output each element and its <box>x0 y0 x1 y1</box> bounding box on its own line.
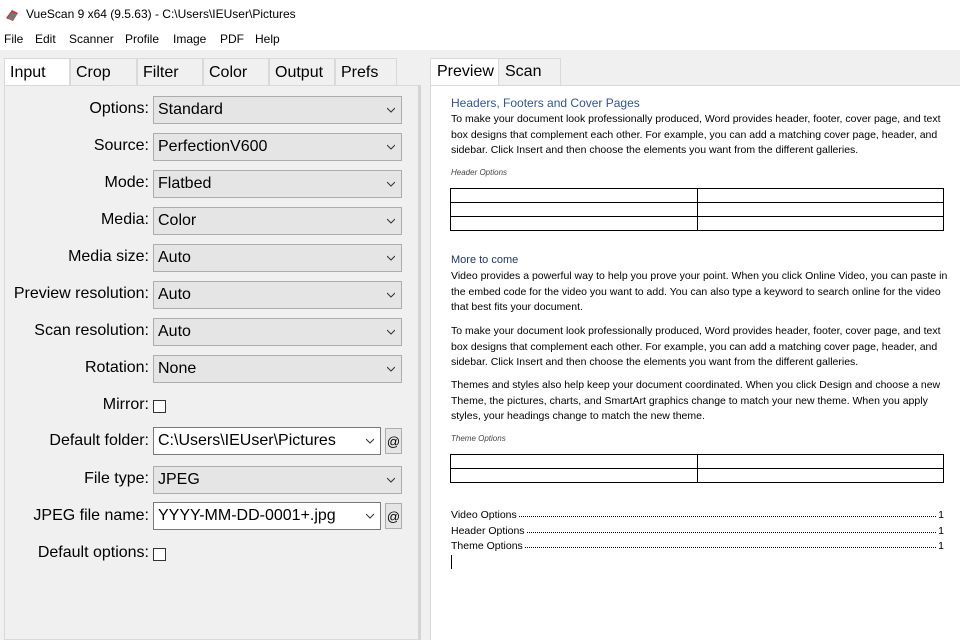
tab-color[interactable]: Color <box>203 58 269 86</box>
tab-output[interactable]: Output <box>269 58 335 86</box>
menu-file[interactable]: File <box>4 32 24 46</box>
media-size-label: Media size: <box>68 248 149 265</box>
chevron-down-icon <box>387 365 395 373</box>
mirror-checkbox[interactable] <box>153 400 166 413</box>
file-type-value: JPEG <box>158 471 200 488</box>
jpeg-file-name-label: JPEG file name: <box>33 507 149 524</box>
toc-entry <box>451 525 944 537</box>
preview-resolution-label: Preview resolution: <box>13 285 149 302</box>
chevron-down-icon <box>387 217 395 225</box>
toc-entry-title: Video Options <box>451 509 517 521</box>
doc-paragraph: Themes and styles also help keep your document coordinated. When you click Design and choose a new Theme, the pictures, charts, and SmartArt graphics change to match your new theme. When you apply styles, your headings change to match the new theme. <box>451 379 941 422</box>
toc-leader-dots <box>527 525 937 533</box>
tab-filter[interactable]: Filter <box>137 58 203 86</box>
default-options-label: Default options: <box>37 544 149 561</box>
options-dropdown[interactable] <box>153 96 402 124</box>
options-value: Standard <box>158 101 223 118</box>
file-type-label: File type: <box>84 470 149 487</box>
toc-entry-page: 1 <box>938 540 944 552</box>
chevron-down-icon <box>366 512 374 520</box>
default-folder-value: C:\Users\IEUser\Pictures <box>158 432 336 449</box>
media-value: Color <box>158 212 197 229</box>
menu-profile[interactable]: Profile <box>125 32 160 46</box>
doc-table-header-options <box>450 188 944 231</box>
jpeg-file-name-browse-button[interactable]: @ <box>385 503 402 529</box>
doc-paragraph: Video provides a powerful way to help you prove your point. When you click Online Video, you can paste in the embed code for the video you want to add. You can also type a keyword to search online for the video that best fits your document. <box>451 270 948 313</box>
toc-entry-page: 1 <box>938 509 944 521</box>
mode-label: Mode: <box>104 174 149 191</box>
title-bar <box>0 0 960 30</box>
doc-caption-header-options: Header Options <box>451 168 508 177</box>
scan-resolution-label: Scan resolution: <box>34 322 149 339</box>
jpeg-file-name-value: YYYY-MM-DD-0001+.jpg <box>158 507 336 524</box>
source-value: PerfectionV600 <box>158 138 268 155</box>
media-size-value: Auto <box>158 249 191 266</box>
preview-resolution-value: Auto <box>158 286 191 303</box>
source-label: Source: <box>93 137 149 154</box>
menu-pdf[interactable]: PDF <box>220 32 244 46</box>
text-cursor <box>451 555 452 569</box>
vuescan-app-icon <box>4 7 20 23</box>
rotation-value: None <box>158 360 197 377</box>
jpeg-file-name-combo[interactable] <box>153 502 381 530</box>
doc-paragraph: To make your document look professionally produced, Word provides header, footer, cover page, and text box designs that complement each other. For example, you can add a matching cover page, header, and sidebar. Click Insert and then choose the elements you want from the different galleries. <box>451 325 941 368</box>
doc-table-theme-options <box>450 454 944 483</box>
chevron-down-icon <box>387 254 395 262</box>
mode-value: Flatbed <box>158 175 212 192</box>
tab-input[interactable]: Input <box>4 58 70 87</box>
toc-entry-title: Theme Options <box>451 540 523 552</box>
toc-entry <box>451 509 944 521</box>
rotation-label: Rotation: <box>84 359 149 376</box>
tab-scan[interactable]: Scan <box>498 58 561 86</box>
doc-paragraph: To make your document look professionally produced, Word provides header, footer, cover page, and text box designs that complement each other. For example, you can add a matching cover page, header, and sidebar. Click Insert and then choose the elements you want from the different galleries. <box>451 113 941 156</box>
default-folder-combo[interactable] <box>153 427 381 455</box>
toc-entry <box>451 540 944 552</box>
menu-help[interactable]: Help <box>255 32 280 46</box>
tab-crop[interactable]: Crop <box>70 58 137 86</box>
scan-resolution-value: Auto <box>158 323 191 340</box>
mode-dropdown[interactable] <box>153 170 402 198</box>
tab-preview[interactable]: Preview <box>430 58 500 87</box>
mirror-label: Mirror: <box>102 396 149 413</box>
menu-bar <box>0 30 960 50</box>
toc-entry-title: Header Options <box>451 525 525 537</box>
default-options-checkbox[interactable] <box>153 548 166 561</box>
preview-resolution-dropdown[interactable] <box>153 281 402 309</box>
source-dropdown[interactable] <box>153 133 402 161</box>
media-size-dropdown[interactable] <box>153 244 402 272</box>
file-type-dropdown[interactable] <box>153 466 402 494</box>
doc-heading-more: More to come <box>451 254 519 266</box>
default-folder-label: Default folder: <box>49 432 149 449</box>
doc-heading-headers: Headers, Footers and Cover Pages <box>451 96 640 110</box>
chevron-down-icon <box>387 476 395 484</box>
window-title: VueScan 9 x64 (9.5.63) - C:\Users\IEUser\Pictures <box>26 7 296 21</box>
options-label: Options: <box>89 100 149 117</box>
doc-caption-theme-options: Theme Options <box>451 434 506 443</box>
rotation-dropdown[interactable] <box>153 355 402 383</box>
menu-scanner[interactable]: Scanner <box>69 32 114 46</box>
scan-resolution-dropdown[interactable] <box>153 318 402 346</box>
chevron-down-icon <box>387 106 395 114</box>
media-dropdown[interactable] <box>153 207 402 235</box>
default-folder-browse-button[interactable]: @ <box>385 428 402 454</box>
toc-leader-dots <box>519 509 936 517</box>
chevron-down-icon <box>366 437 374 445</box>
chevron-down-icon <box>387 291 395 299</box>
media-label: Media: <box>100 211 149 228</box>
preview-area[interactable] <box>430 85 960 640</box>
input-settings-panel <box>4 85 421 640</box>
chevron-down-icon <box>387 180 395 188</box>
toc-entry-page: 1 <box>938 525 944 537</box>
tab-prefs[interactable]: Prefs <box>335 58 397 86</box>
menu-edit[interactable]: Edit <box>35 32 56 46</box>
toc-leader-dots <box>525 540 936 548</box>
chevron-down-icon <box>387 143 395 151</box>
menu-image[interactable]: Image <box>173 32 207 46</box>
chevron-down-icon <box>387 328 395 336</box>
